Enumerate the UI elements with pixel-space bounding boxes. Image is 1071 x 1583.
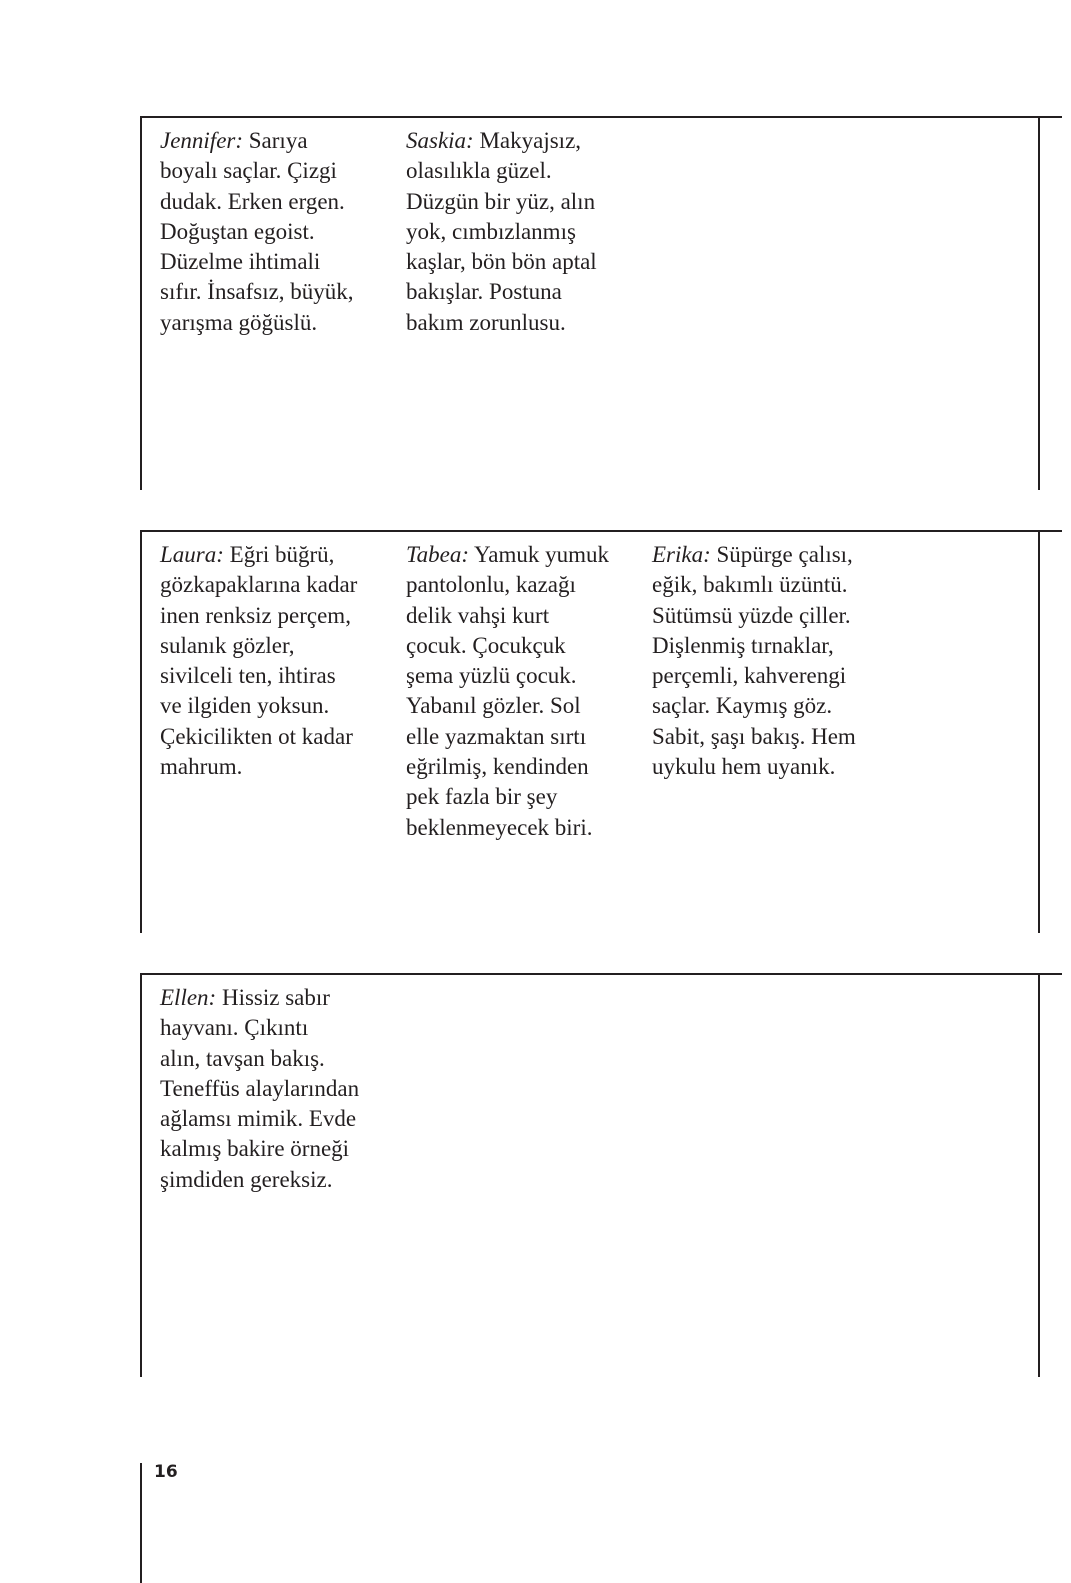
entry-line [406, 540, 609, 570]
entry-line: Doğuştan egoist. [160, 218, 315, 244]
entry-line: uykulu hem uyanık. [652, 754, 836, 780]
entry-line: Teneffüs alaylarından [160, 1075, 360, 1101]
entry-line: Düzgün bir yüz, alın [406, 188, 596, 214]
character-box [140, 973, 1062, 1377]
entry-line [160, 126, 354, 156]
character-name: Ellen: [160, 985, 217, 1010]
entry-line: Yabanıl gözler. Sol [406, 693, 581, 719]
entry-line: Sütümsü yüzde çiller. [652, 602, 851, 628]
margin-rule [140, 1463, 142, 1583]
box-right-rule [1038, 116, 1040, 490]
entry-ellen [160, 983, 359, 1195]
entry-line: şema yüzlü çocuk. [406, 663, 577, 689]
entry-line: kaşlar, bön bön aptal [406, 249, 597, 275]
entry-line: Dişlenmiş tırnaklar, [652, 632, 834, 658]
entry-laura [160, 540, 357, 782]
entry-line: Düzelme ihtimali [160, 249, 321, 275]
entry-line: sulanık gözler, [160, 632, 295, 658]
character-box [140, 530, 1062, 933]
entry-jennifer [160, 126, 354, 338]
entry-line [160, 540, 357, 570]
entry-line: pantolonlu, kazağı [406, 572, 576, 598]
entry-line: çocuk. Çocukçuk [406, 632, 566, 658]
character-box [140, 116, 1062, 490]
entry-text: Hissiz sabır [221, 985, 330, 1010]
entry-line: bakışlar. Postuna [406, 279, 562, 305]
entry-line: alın, tavşan bakış. [160, 1045, 325, 1071]
entry-line: eğrilmiş, kendinden [406, 754, 589, 780]
entry-line: ağlamsı mimik. Evde [160, 1106, 357, 1132]
character-name: Saskia: [406, 128, 474, 153]
entry-line: bakım zorunlusu. [406, 309, 566, 335]
box-left-rule [140, 973, 142, 1377]
entry-line: ve ilgiden yoksun. [160, 693, 330, 719]
entry-line: yarışma göğüslü. [160, 309, 318, 335]
entry-line: sıfır. İnsafsız, büyük, [160, 279, 354, 305]
entry-tabea [406, 540, 609, 843]
box-right-rule [1038, 973, 1040, 1377]
entry-erika [652, 540, 856, 782]
entry-line: eğik, bakımlı üzüntü. [652, 572, 848, 598]
entry-line: beklenmeyecek biri. [406, 814, 593, 840]
entry-line: elle yazmaktan sırtı [406, 723, 587, 749]
page-number: 16 [154, 1462, 178, 1482]
entry-text: Sarıya [248, 128, 308, 153]
entry-line: yok, cımbızlanmış [406, 218, 576, 244]
entry-line: inen renksiz perçem, [160, 602, 351, 628]
entry-text: Eğri büğrü, [229, 542, 335, 567]
entry-line [406, 126, 597, 156]
entry-line: boyalı saçlar. Çizgi [160, 158, 337, 184]
character-name: Jennifer: [160, 128, 244, 153]
entry-line: sivilceli ten, ihtiras [160, 663, 336, 689]
entry-line: Sabit, şaşı bakış. Hem [652, 723, 856, 749]
entry-text: Yamuk yumuk [473, 542, 610, 567]
entry-text: Süpürge çalısı, [716, 542, 853, 567]
entry-line: olasılıkla güzel. [406, 158, 552, 184]
entry-line: gözkapaklarına kadar [160, 572, 358, 598]
entry-line: pek fazla bir şey [406, 784, 558, 810]
entry-line [652, 540, 856, 570]
character-name: Laura: [160, 542, 224, 567]
entry-line: saçlar. Kaymış göz. [652, 693, 833, 719]
entry-line: perçemli, kahverengi [652, 663, 847, 689]
character-name: Erika: [652, 542, 711, 567]
entry-line: mahrum. [160, 754, 243, 780]
box-right-rule [1038, 530, 1040, 933]
entry-line: dudak. Erken ergen. [160, 188, 345, 214]
entry-saskia [406, 126, 597, 338]
entry-line: şimdiden gereksiz. [160, 1166, 333, 1192]
entry-text: Makyajsız, [479, 128, 582, 153]
character-name: Tabea: [406, 542, 470, 567]
box-left-rule [140, 116, 142, 490]
entry-line: kalmış bakire örneği [160, 1136, 350, 1162]
entry-line: hayvanı. Çıkıntı [160, 1015, 309, 1041]
entry-line: delik vahşi kurt [406, 602, 550, 628]
box-left-rule [140, 530, 142, 933]
entry-line [160, 983, 359, 1013]
entry-line: Çekicilikten ot kadar [160, 723, 353, 749]
